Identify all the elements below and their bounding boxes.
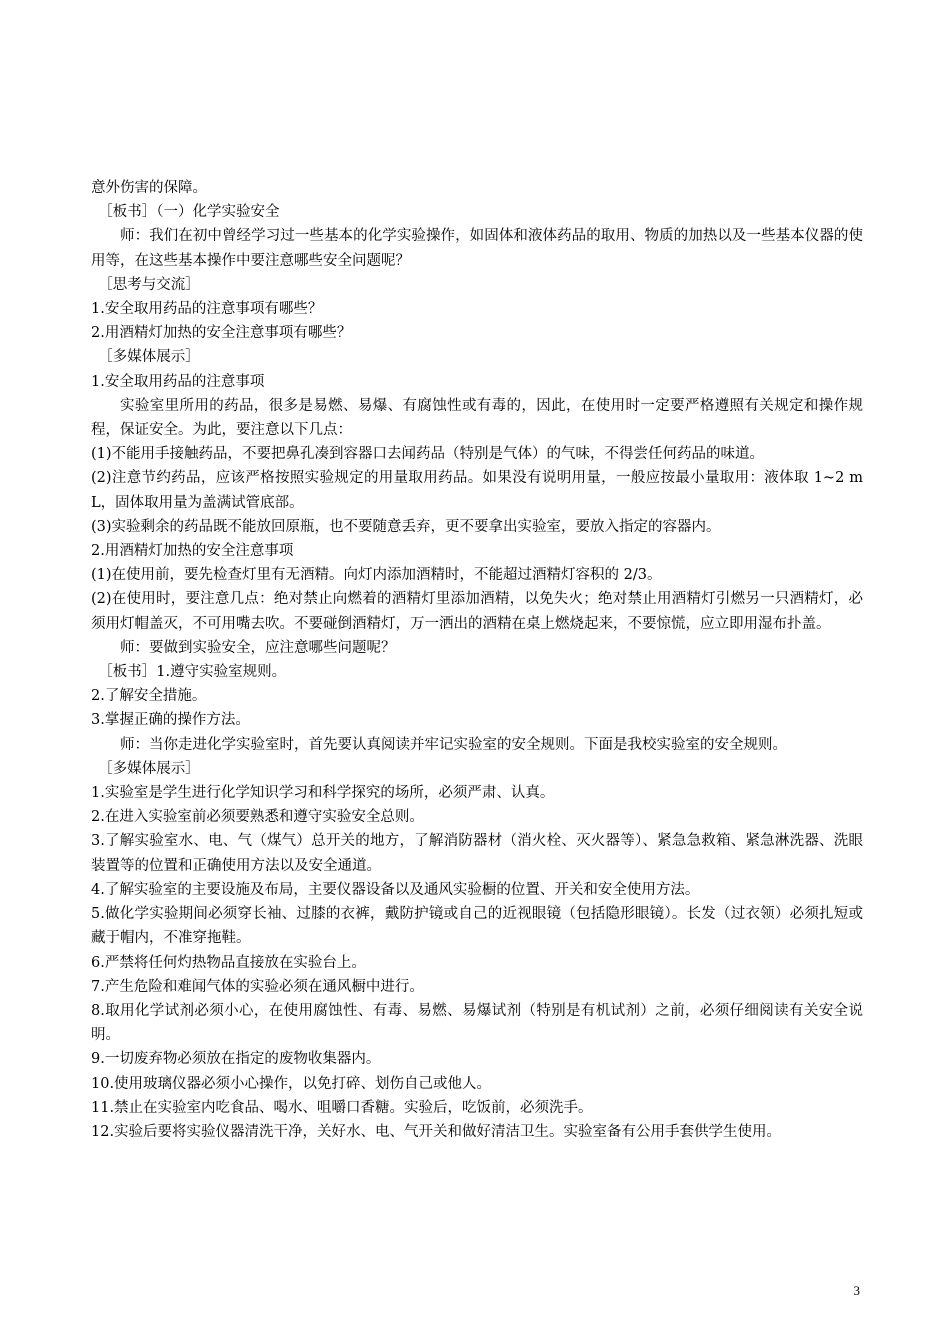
- teacher-paragraph: 师：当你走进化学实验室时，首先要认真阅读并牢记实验室的安全规则。下面是我校实验室的安全规则。: [120, 736, 787, 753]
- list-item: (1)在使用前，要先检查灯里有无酒精。向灯内添加酒精时，不能超过酒精灯容积的 2/3。: [91, 567, 662, 584]
- list-item: 2.用酒精灯加热的安全注意事项有哪些？: [91, 325, 352, 342]
- rule-item: 4.了解实验室的主要设施及布局，主要仪器设备以及通风实验橱的位置、开关和安全使用方法。: [91, 881, 700, 898]
- board-heading: ［板书］（一）化学实验安全: [98, 204, 280, 221]
- rule-item: 6.严禁将任何灼热物品直接放在实验台上。: [91, 954, 366, 971]
- section-label: ［多媒体展示］: [98, 760, 200, 777]
- rule-item: 1.实验室是学生进行化学知识学习和科学探究的场所，必须严肃、认真。: [91, 785, 555, 802]
- teacher-paragraph: 师：要做到实验安全，应注意哪些问题呢？: [120, 639, 396, 656]
- paragraph: 意外伤害的保障。: [91, 180, 207, 196]
- rule-item: 10.使用玻璃仪器必须小心操作，以免打碎、划伤自己或他人。: [91, 1075, 492, 1092]
- rule-item: 11.禁止在实验室内吃食品、喝水、咀嚼口香糖。实验后，吃饭前，必须洗手。: [91, 1099, 593, 1116]
- rule-item: 7.产生危险和难闻气体的实验必须在通风橱中进行。: [91, 978, 424, 995]
- rule-item: 9.一切废弃物必须放在指定的废物收集器内。: [91, 1051, 381, 1068]
- rule-item: 12.实验后要将实验仪器清洗干净，关好水、电、气开关和做好清洁卫生。实验室备有公用手套供学生使用。: [91, 1123, 782, 1140]
- rule-item: 8.取用化学试剂必须小心，在使用腐蚀性、有毒、易燃、易爆试剂（特别是有机试剂）之前，必须仔细阅读有关安全说明。: [91, 1002, 863, 1044]
- list-item: (3)实验剩余的药品既不能放回原瓶，也不要随意丢弃，更不要拿出实验室，要放入指定的容器内。: [91, 518, 721, 535]
- teacher-paragraph: 师：我们在初中曾经学习过一些基本的化学实验操作，如固体和液体药品的取用、物质的加热以及一些基本仪器的使用等，在这些基本操作中要注意哪些安全问题呢？: [91, 228, 863, 269]
- list-item: 3.掌握正确的操作方法。: [91, 712, 250, 729]
- subheading: 2.用酒精灯加热的安全注意事项: [91, 543, 294, 560]
- list-item: (2)注意节约药品，应该严格按照实验规定的用量取用药品。如果没有说明用量，一般应按最小量取用：液体取 1~2 mL，固体取用量为盖满试管底部。: [91, 470, 863, 511]
- paragraph: 实验室里所用的药品，很多是易燃、易爆、有腐蚀性或有毒的，因此，在使用时一定要严格遵照有关规定和操作规程，保证安全。为此，要注意以下几点：: [91, 397, 863, 439]
- list-item: (2)在使用时，要注意几点：绝对禁止向燃着的酒精灯里添加酒精，以免失火；绝对禁止用酒精灯引燃另一只酒精灯，必须用灯帽盖灭，不可用嘴去吹。不要碰倒酒精灯，万一洒出的酒精在桌上燃烧起来，不要惊慌，应立即用湿布扑盖。: [91, 591, 863, 632]
- rule-item: 3.了解实验室水、电、气（煤气）总开关的地方，了解消防器材（消火栓、灭火器等）、紧急急救箱、紧急淋洗器、洗眼装置等的位置和正确使用方法以及安全通道。: [91, 833, 863, 874]
- section-label: ［思考与交流］: [98, 276, 200, 293]
- document-body: [91, 176, 863, 1144]
- rule-item: 2.在进入实验室前必须要熟悉和遵守实验安全总则。: [91, 809, 424, 826]
- section-label: ［多媒体展示］: [98, 349, 200, 366]
- subheading: 1.安全取用药品的注意事项: [91, 373, 265, 390]
- rule-item: 5.做化学实验期间必须穿长袖、过膝的衣裤，戴防护镜或自己的近视眼镜（包括隐形眼镜）。长发（过衣领）必须扎短或藏于帽内，不准穿拖鞋。: [91, 906, 863, 947]
- list-item: 2.了解安全措施。: [91, 688, 207, 705]
- list-item: 1.安全取用药品的注意事项有哪些？: [91, 301, 323, 318]
- board-heading: ［板书］1.遵守实验室规则。: [98, 664, 287, 681]
- page-number: 3: [853, 1283, 860, 1298]
- list-item: (1)不能用手接触药品，不要把鼻孔凑到容器口去闻药品（特别是气体）的气味，不得尝任何药品的味道。: [91, 446, 765, 463]
